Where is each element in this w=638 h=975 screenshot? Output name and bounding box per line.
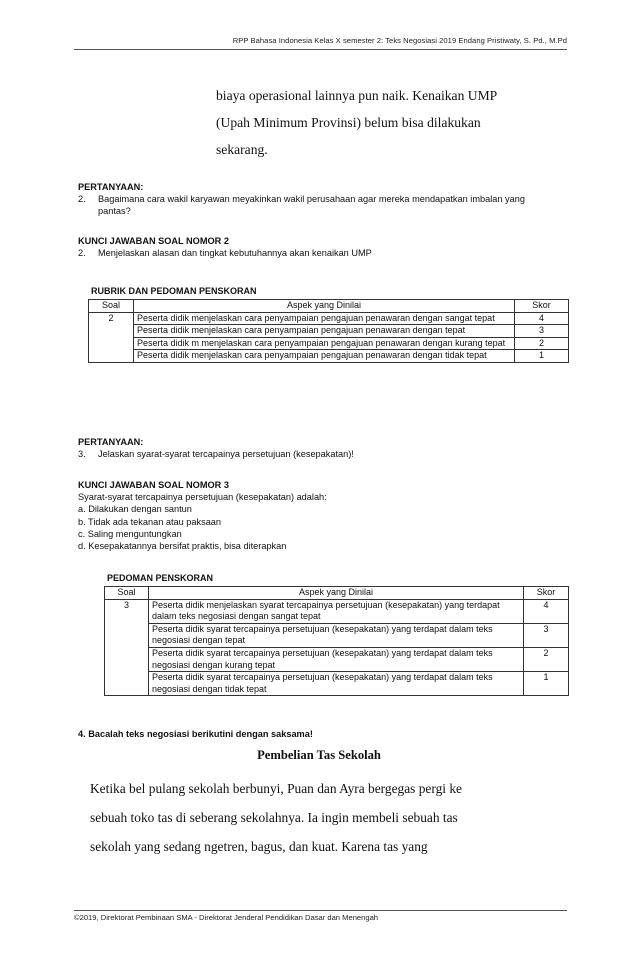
intro-paragraph	[216, 82, 566, 163]
table-header-row	[105, 587, 569, 600]
header-soal: Soal	[105, 587, 149, 600]
question-row	[78, 193, 548, 217]
answer-key-heading: KUNCI JAWABAN SOAL NOMOR 3	[78, 480, 229, 490]
question-number: 2.	[78, 194, 86, 204]
story-title: Pembelian Tas Sekolah	[257, 748, 381, 762]
answer-text: Menjelaskan alasan dan tingkat kebutuhannya akan kenaikan UMP	[98, 248, 372, 258]
table-row	[105, 647, 569, 671]
list-item: c. Saling menguntungkan	[78, 528, 182, 539]
rubric-title: RUBRIK DAN PEDOMAN PENSKORAN	[91, 286, 257, 296]
aspek-cell: Peserta didik syarat tercapainya persetujuan (kesepakatan) yang terdapat dalam teks negosiasi dengan tidak tepat	[148, 672, 523, 696]
aspek-cell: Peserta didik m menjelaskan cara penyampaian pengajuan penawaran dengan kurang tepat	[133, 337, 514, 350]
table-row	[105, 672, 569, 696]
skor-cell: 3	[524, 623, 569, 647]
aspek-cell: Peserta didik menjelaskan syarat tercapainya persetujuan (kesepakatan) yang terdapat dalam teks negosiasi dengan sangat tepat	[148, 599, 523, 623]
footer-divider	[74, 910, 567, 911]
table-row	[89, 337, 569, 350]
skor-cell: 1	[524, 672, 569, 696]
question-text: Bagaimana cara wakil karyawan meyakinkan wakil perusahaan agar mereka mendapatkan imbalan yang pantas?	[98, 194, 525, 216]
table-row	[89, 350, 569, 363]
list-item: d. Kesepakatannya bersifat praktis, bisa diterapkan	[78, 541, 287, 552]
rubric-title: PEDOMAN PENSKORAN	[107, 573, 214, 583]
question-row	[78, 448, 548, 460]
answer-row	[78, 247, 558, 259]
aspek-cell: Peserta didik menjelaskan cara penyampaian pengajuan penawaran dengan tidak tepat	[133, 350, 514, 363]
header-aspek: Aspek yang Dinilai	[148, 587, 523, 600]
table-row	[105, 599, 569, 623]
story-paragraph	[90, 774, 566, 861]
aspek-cell: Peserta didik syarat tercapainya persetujuan (kesepakatan) yang terdapat dalam teks negosiasi dengan kurang tepat	[148, 647, 523, 671]
soal-cell: 3	[105, 599, 149, 696]
skor-cell: 2	[524, 647, 569, 671]
answer-key-heading: KUNCI JAWABAN SOAL NOMOR 2	[78, 236, 229, 246]
question-2	[78, 181, 548, 217]
intro-line: biaya operasional lainnya pun naik. Kenaikan UMP	[216, 88, 498, 103]
header-aspek: Aspek yang Dinilai	[133, 300, 514, 313]
header-soal: Soal	[89, 300, 134, 313]
story-line: Ketika bel pulang sekolah berbunyi, Puan dan Ayra bergegas pergi ke	[90, 781, 462, 796]
intro-line: sekarang.	[216, 142, 268, 157]
soal-cell: 2	[89, 312, 134, 362]
rubric-table-2	[88, 299, 569, 363]
table-row	[89, 325, 569, 338]
aspek-cell: Peserta didik menjelaskan cara penyampaian pengajuan penawaran dengan sangat tepat	[133, 312, 514, 325]
intro-line: (Upah Minimum Provinsi) belum bisa dilakukan	[216, 115, 481, 130]
rubric-table-3	[104, 586, 569, 696]
skor-cell: 4	[515, 312, 569, 325]
answer-key-3	[78, 479, 558, 552]
header-skor: Skor	[524, 587, 569, 600]
answer-intro: Syarat-syarat tercapainya persetujuan (kesepakatan) adalah:	[78, 492, 327, 503]
skor-cell: 4	[524, 599, 569, 623]
question-heading: PERTANYAAN:	[78, 182, 144, 192]
question-3	[78, 436, 548, 460]
header-divider	[74, 49, 567, 50]
question-text: Jelaskan syarat-syarat tercapainya persetujuan (kesepakatan)!	[98, 449, 354, 459]
list-item: a. Dilakukan dengan santun	[78, 504, 192, 515]
answer-number: 2.	[78, 248, 86, 258]
question-heading: PERTANYAAN:	[78, 437, 144, 447]
page-footer: ©2019, Direktorat Pembinaan SMA - Direktorat Jenderal Pendidikan Dasar dan Menengah	[74, 913, 379, 922]
skor-cell: 1	[515, 350, 569, 363]
table-row	[105, 623, 569, 647]
list-item: b. Tidak ada tekanan atau paksaan	[78, 516, 222, 527]
header-skor: Skor	[515, 300, 569, 313]
skor-cell: 2	[515, 337, 569, 350]
aspek-cell: Peserta didik menjelaskan cara penyampaian pengajuan penawaran dengan tepat	[133, 325, 514, 338]
skor-cell: 3	[515, 325, 569, 338]
story-line: sebuah toko tas di seberang sekolahnya. Ia ingin membeli sebuah tas	[90, 810, 458, 825]
page-header: RPP Bahasa Indonesia Kelas X semester 2: Teks Negosiasi 2019 Endang Pristiwaty, S. Pd., M.Pd	[232, 36, 567, 45]
table-row	[89, 312, 569, 325]
answer-key-2	[78, 235, 558, 259]
story-line: sekolah yang sedang ngetren, bagus, dan kuat. Karena tas yang	[90, 839, 428, 854]
question-4-instruction: 4. Bacalah teks negosiasi berikutini dengan saksama!	[78, 729, 313, 739]
aspek-cell: Peserta didik syarat tercapainya persetujuan (kesepakatan) yang terdapat dalam teks negosiasi dengan tepat	[148, 623, 523, 647]
question-number: 3.	[78, 449, 86, 459]
table-header-row	[89, 300, 569, 313]
